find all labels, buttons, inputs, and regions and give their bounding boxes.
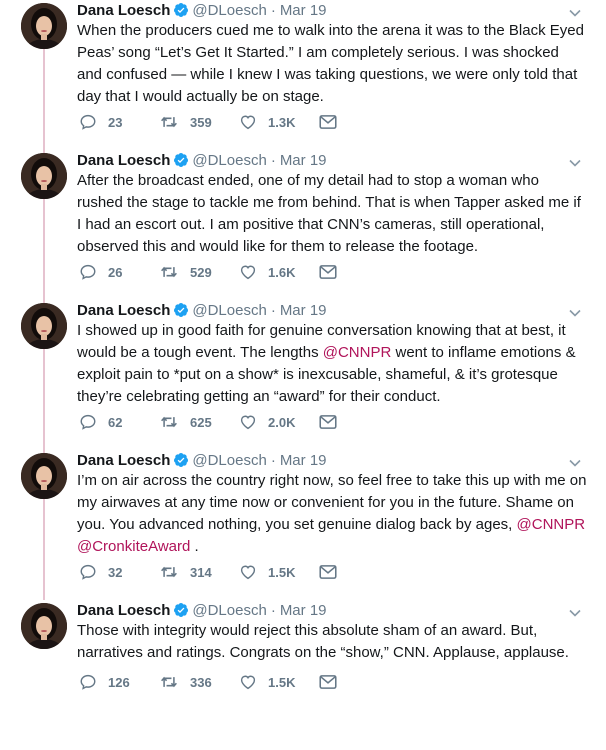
avatar-image <box>21 153 67 199</box>
tweet-header <box>77 150 327 172</box>
tweet-text-segment: I showed up in good faith for genuine conversation knowing that at best, it would be a tough event. The lengths <box>77 322 566 361</box>
reply-count: 23 <box>108 114 123 130</box>
heart-icon <box>239 413 257 431</box>
mention-link[interactable]: @CronkiteAward <box>77 538 191 555</box>
mention-link[interactable]: @CNNPR <box>516 516 586 533</box>
tweet[interactable] <box>0 0 606 150</box>
retweet-count: 529 <box>190 264 212 280</box>
direct-message-button[interactable] <box>319 264 349 280</box>
separator-dot: · <box>270 302 276 319</box>
like-button[interactable] <box>239 113 319 131</box>
avatar[interactable] <box>21 303 67 349</box>
tweet-text <box>77 470 587 558</box>
reply-icon <box>79 263 97 281</box>
tweet-date[interactable]: Mar 19 <box>279 152 327 169</box>
separator-dot: · <box>270 452 276 469</box>
tweet-date[interactable]: Mar 19 <box>279 602 327 619</box>
tweet[interactable] <box>0 450 606 600</box>
like-count: 1.6K <box>268 264 296 280</box>
more-options-chevron-down-icon[interactable] <box>568 156 582 170</box>
author-handle[interactable]: @DLoesch <box>192 602 267 619</box>
author-name[interactable]: Dana Loesch <box>77 152 171 169</box>
avatar-image <box>21 603 67 649</box>
direct-message-button[interactable] <box>319 114 349 130</box>
reply-icon <box>79 673 97 691</box>
like-button[interactable] <box>239 673 319 691</box>
author-handle[interactable]: @DLoesch <box>192 152 267 169</box>
retweet-button[interactable] <box>159 563 239 581</box>
tweet-text-segment: After the broadcast ended, one of my detail had to stop a woman who rushed the stage to tackle me from behind. That is when Tapper asked me if I had an escort out. I am positive that CNN’s cameras, still operational, observed this and would like for them to release the footage. <box>77 172 581 255</box>
avatar[interactable] <box>21 153 67 199</box>
direct-message-button[interactable] <box>319 674 349 690</box>
author-handle[interactable]: @DLoesch <box>192 452 267 469</box>
like-count: 1.5K <box>268 564 296 580</box>
tweet[interactable] <box>0 300 606 450</box>
mention-link[interactable]: @CNNPR <box>322 344 392 361</box>
tweet[interactable] <box>0 600 606 750</box>
heart-icon <box>239 263 257 281</box>
avatar[interactable] <box>21 453 67 499</box>
avatar[interactable] <box>21 3 67 49</box>
avatar-image <box>21 3 67 49</box>
retweet-count: 359 <box>190 114 212 130</box>
heart-icon <box>239 113 257 131</box>
reply-count: 26 <box>108 264 123 280</box>
separator-dot: · <box>270 602 276 619</box>
tweet[interactable] <box>0 150 606 300</box>
envelope-icon <box>319 264 337 280</box>
reply-count: 62 <box>108 414 123 430</box>
reply-icon <box>79 113 97 131</box>
reply-count: 32 <box>108 564 123 580</box>
heart-icon <box>239 673 257 691</box>
tweet-text-segment: I’m on air across the country right now, so feel free to take this up with me on my airwaves at any time now or convenient for you in the future. Shame on you. You advanced nothing, you set genuine dialog back by ages, <box>77 472 587 533</box>
reply-icon <box>79 563 97 581</box>
author-handle[interactable]: @DLoesch <box>192 2 267 19</box>
more-options-chevron-down-icon[interactable] <box>568 606 582 620</box>
like-button[interactable] <box>239 263 319 281</box>
tweet-header <box>77 450 327 472</box>
tweet-text <box>77 170 587 258</box>
like-count: 2.0K <box>268 414 296 430</box>
author-name[interactable]: Dana Loesch <box>77 452 171 469</box>
avatar-image <box>21 453 67 499</box>
separator-dot: · <box>270 152 276 169</box>
tweet-date[interactable]: Mar 19 <box>279 302 327 319</box>
retweet-count: 336 <box>190 674 212 690</box>
tweet-text-segment: . <box>190 538 199 555</box>
tweet-actions <box>79 412 349 432</box>
tweet-header <box>77 600 327 622</box>
tweet-header <box>77 0 327 22</box>
retweet-icon <box>159 263 179 281</box>
tweet-header <box>77 300 327 322</box>
retweet-count: 314 <box>190 564 212 580</box>
reply-button[interactable] <box>79 113 159 131</box>
tweet-text-segment: Those with integrity would reject this absolute sham of an award. But, narratives and ratings. Congrats on the “show,” CNN. Applause, applause. <box>77 622 569 661</box>
tweet-date[interactable]: Mar 19 <box>279 452 327 469</box>
reply-count: 126 <box>108 674 130 690</box>
tweet-text-segment: When the producers cued me to walk into the arena it was to the Black Eyed Peas’ song “Let’s Get It Started.” I am completely serious. I was shocked and confused — while I knew I was taking questions, we were only told that day that I would actually be on stage. <box>77 22 584 105</box>
author-name[interactable]: Dana Loesch <box>77 2 171 19</box>
direct-message-button[interactable] <box>319 414 349 430</box>
avatar[interactable] <box>21 603 67 649</box>
reply-button[interactable] <box>79 263 159 281</box>
retweet-icon <box>159 563 179 581</box>
envelope-icon <box>319 414 337 430</box>
retweet-icon <box>159 673 179 691</box>
tweet-actions <box>79 262 349 282</box>
author-name[interactable]: Dana Loesch <box>77 602 171 619</box>
retweet-button[interactable] <box>159 263 239 281</box>
retweet-count: 625 <box>190 414 212 430</box>
tweet-actions <box>79 112 349 132</box>
tweet-text <box>77 20 587 108</box>
tweet-text <box>77 320 587 408</box>
tweet-actions <box>79 562 349 582</box>
tweet-date[interactable]: Mar 19 <box>279 2 327 19</box>
heart-icon <box>239 563 257 581</box>
avatar-image <box>21 303 67 349</box>
reply-icon <box>79 413 97 431</box>
like-button[interactable] <box>239 563 319 581</box>
retweet-button[interactable] <box>159 113 239 131</box>
direct-message-button[interactable] <box>319 564 349 580</box>
envelope-icon <box>319 564 337 580</box>
retweet-icon <box>159 113 179 131</box>
like-count: 1.5K <box>268 674 296 690</box>
retweet-icon <box>159 413 179 431</box>
tweet-text-segment: went to inflame emotions & exploit pain to *put on a show* is inexcusable, shameful, & it’s grotesque they’re celebrating getting an “award” for their conduct. <box>77 344 576 405</box>
more-options-chevron-down-icon[interactable] <box>568 306 582 320</box>
like-count: 1.3K <box>268 114 296 130</box>
envelope-icon <box>319 114 337 130</box>
tweet-actions <box>79 672 349 692</box>
more-options-chevron-down-icon[interactable] <box>568 456 582 470</box>
author-handle[interactable]: @DLoesch <box>192 302 267 319</box>
reply-button[interactable] <box>79 563 159 581</box>
more-options-chevron-down-icon[interactable] <box>568 6 582 20</box>
retweet-button[interactable] <box>159 413 239 431</box>
reply-button[interactable] <box>79 413 159 431</box>
retweet-button[interactable] <box>159 673 239 691</box>
like-button[interactable] <box>239 413 319 431</box>
author-name[interactable]: Dana Loesch <box>77 302 171 319</box>
separator-dot: · <box>270 2 276 19</box>
tweet-text <box>77 620 587 664</box>
reply-button[interactable] <box>79 673 159 691</box>
envelope-icon <box>319 674 337 690</box>
